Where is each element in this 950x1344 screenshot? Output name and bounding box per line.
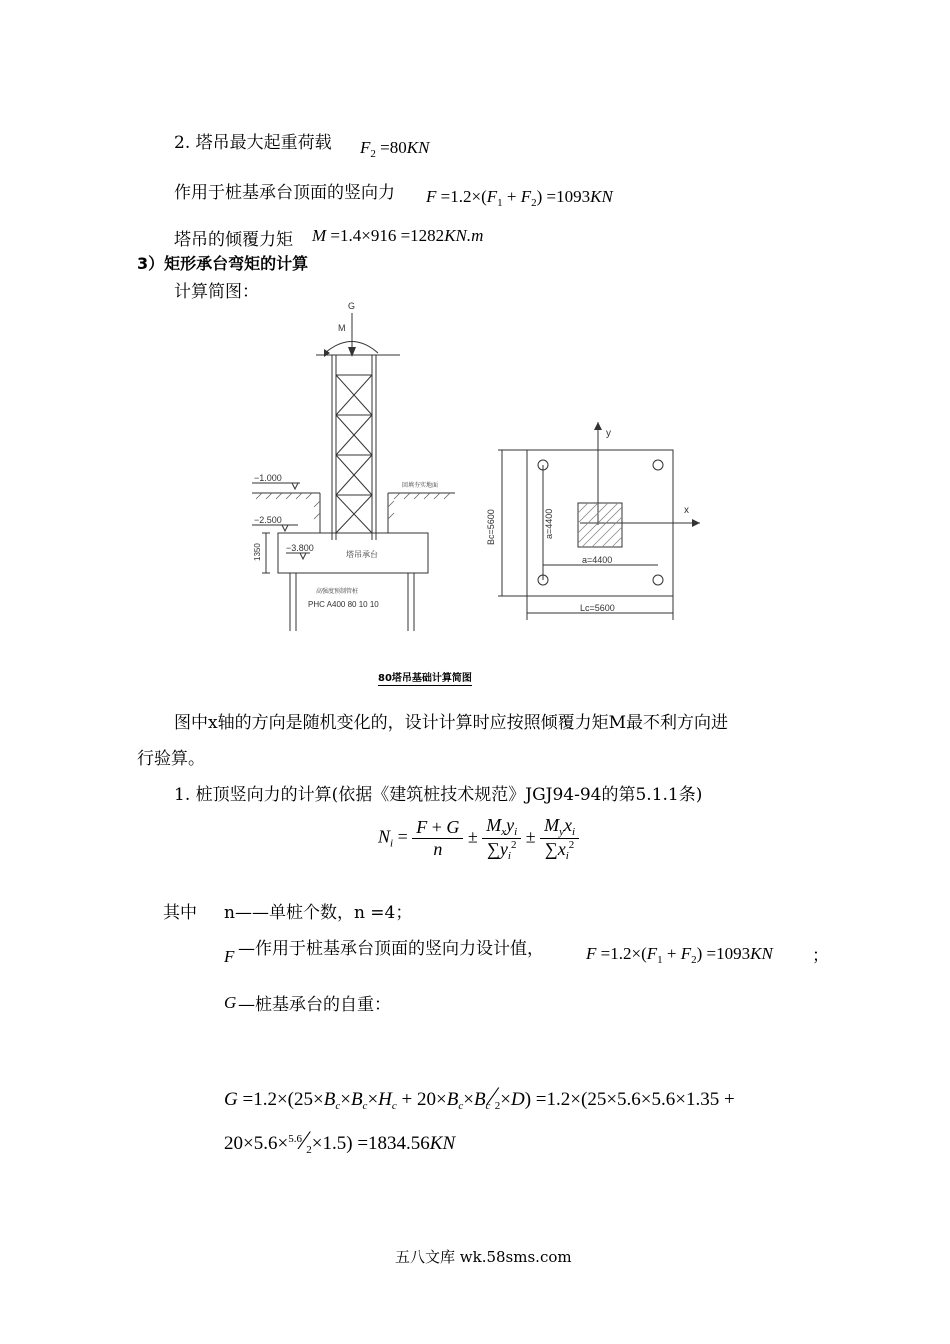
tower-base (578, 503, 622, 547)
elev-1: −1.000 (254, 473, 282, 483)
where-f-desc: —作用于桩基承台顶面的竖向力设计值， (238, 939, 544, 959)
label-g: G (348, 301, 356, 311)
pile-4 (653, 575, 663, 585)
section3-heading: 3）矩形承台弯矩的计算 (137, 254, 309, 273)
pile-label-1: 高强度预制管桩 (316, 589, 359, 595)
dim-a-vert: a=4400 (544, 508, 554, 539)
item2-formula: $F_2 =80KN$ (360, 138, 430, 160)
vertical-force-label: 作用于桩基承台顶面的竖向力 (174, 183, 395, 203)
g-symbol: G (224, 993, 237, 1012)
pile-2 (653, 460, 663, 470)
para1-line2: 行验算。 (137, 749, 205, 769)
vertical-force-formula: $F =1.2\times(F_1 + F_2) =1093KN$ (426, 187, 613, 209)
footer-text: 五八文库 wk.58sms.com (395, 1248, 572, 1266)
plan-view (498, 422, 700, 620)
tower-elevation (252, 313, 455, 631)
dim-a-horiz: a=4400 (582, 555, 613, 565)
item2-label: 2. 塔吊最大起重荷载 (174, 133, 332, 153)
foundation-diagram (240, 295, 720, 640)
calc-diagram-label: 计算简图： (174, 282, 259, 302)
where-f-tail: ； (812, 946, 829, 966)
where-n-desc: n——单桩个数，n =4； (224, 903, 413, 923)
cap-label: 塔吊承台 (346, 550, 378, 559)
moment-formula: M =1.4×916 =1282KN.m (312, 226, 484, 245)
f-symbol: F (224, 947, 235, 966)
where-f-formula: $F =1.2\times(F_1 + F_2) =1093KN$ (586, 944, 773, 966)
axis-x: x (684, 505, 689, 516)
g-formula-line1: $G =1.2\times(25\times B_c\times B_c\times H_c$ + $20\times B_c\times B_c⁄_2\times D) =1.2\times(25\times 5.6\times 5.6\times 1.35$ + (224, 1082, 735, 1112)
para1-line1: 图中x轴的方向是随机变化的，设计计算时应按照倾覆力矩M最不利方向进 (174, 713, 728, 733)
item1-label: 1. 桩顶竖向力的计算(依据《建筑桩技术规范》JGJ94-94的第5.1.1条) (174, 785, 703, 805)
label-m: M (338, 323, 346, 333)
ground-label: 回填夯实地面 (402, 483, 439, 489)
pile-label-2: PHC A400 80 10 10 (308, 600, 379, 609)
dim-bc: Bc=5600 (486, 509, 496, 545)
elev-2: −2.500 (254, 515, 282, 525)
where-g-desc: —桩基承台的自重： (238, 995, 391, 1015)
axis-y: y (606, 428, 611, 439)
moment-label: 塔吊的倾覆力矩 (174, 230, 293, 250)
elev-3: −3.800 (286, 543, 314, 553)
ni-formula: $N_i$ = $\frac{F + G}{n}$ ± $\frac{M_xy_i}{\sum y_i^2}$ ± $\frac{M_yx_i}{\sum x_i^2}$ (378, 815, 579, 862)
g-formula-line2: $20\times 5.6\times^{5.6}⁄_2\times 1.5) =1834.56KN$ (224, 1126, 456, 1156)
diagram-caption: 80塔吊基础计算简图 (378, 669, 472, 686)
dim-1350: 1350 (253, 543, 262, 561)
dim-lc: Lc=5600 (580, 603, 615, 613)
where-prefix: 其中 (163, 903, 197, 923)
